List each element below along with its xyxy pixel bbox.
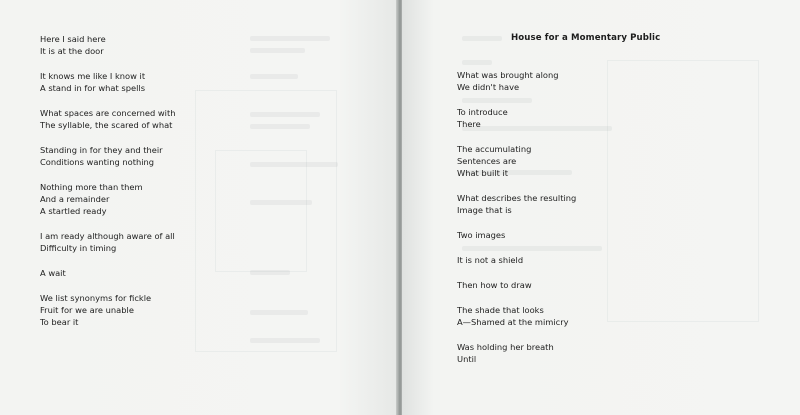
poem-line: What describes the resulting	[457, 193, 577, 203]
stanza	[457, 192, 757, 216]
left-poem	[40, 33, 340, 341]
poem-line: There	[457, 119, 481, 129]
poem-line: What was brought along	[457, 70, 559, 80]
poem-line: Then how to draw	[457, 280, 532, 290]
poem-line: It knows me like I know it	[40, 71, 146, 81]
stanza	[40, 33, 340, 57]
poem-line: Until	[457, 354, 477, 364]
poem-line: What spaces are concerned with	[40, 108, 176, 118]
poem-line: We didn't have	[457, 82, 520, 92]
stanza	[40, 267, 340, 279]
poem-line: Difficulty in timing	[40, 243, 117, 253]
stanza	[457, 304, 757, 328]
stanza	[40, 181, 340, 217]
stanza	[457, 341, 757, 365]
poem-line: To introduce	[457, 107, 508, 117]
poem-line: It is at the door	[40, 46, 104, 56]
poem-line: Sentences are	[457, 156, 517, 166]
poem-line: What built it	[457, 168, 509, 178]
left-page	[0, 0, 398, 415]
poem-line: The shade that looks	[457, 305, 544, 315]
poem-line: A—Shamed at the mimicry	[457, 317, 569, 327]
poem-line: And a remainder	[40, 194, 110, 204]
right-poem	[457, 69, 757, 378]
stanza	[40, 292, 340, 328]
poem-line: A startled ready	[40, 206, 107, 216]
stanza	[457, 279, 757, 291]
stanza	[457, 69, 757, 93]
poem-line: A wait	[40, 268, 66, 278]
poem-line: The accumulating	[457, 144, 532, 154]
stanza	[457, 229, 757, 241]
poem-line: Here I said here	[40, 34, 106, 44]
stanza	[457, 106, 757, 130]
poem-line: A stand in for what spells	[40, 83, 146, 93]
right-page	[402, 0, 800, 415]
stanza	[40, 107, 340, 131]
poem-line: I am ready although aware of all	[40, 231, 175, 241]
poem-line: Standing in for they and their	[40, 145, 163, 155]
stanza	[40, 70, 340, 94]
poem-line: Two images	[457, 230, 506, 240]
poem-line: Fruit for we are unable	[40, 305, 134, 315]
stanza	[40, 230, 340, 254]
poem-line: Image that is	[457, 205, 512, 215]
stanza	[40, 144, 340, 168]
poem-line: The syllable, the scared of what	[40, 120, 173, 130]
poem-line: Nothing more than them	[40, 182, 143, 192]
stanza	[457, 254, 757, 266]
poem-title: House for a Momentary Public	[511, 33, 661, 43]
poem-line: To bear it	[40, 317, 79, 327]
poem-line: Conditions wanting nothing	[40, 157, 155, 167]
poem-line: We list synonyms for fickle	[40, 293, 152, 303]
poem-line: Was holding her breath	[457, 342, 554, 352]
poem-line: It is not a shield	[457, 255, 524, 265]
stanza	[457, 143, 757, 179]
